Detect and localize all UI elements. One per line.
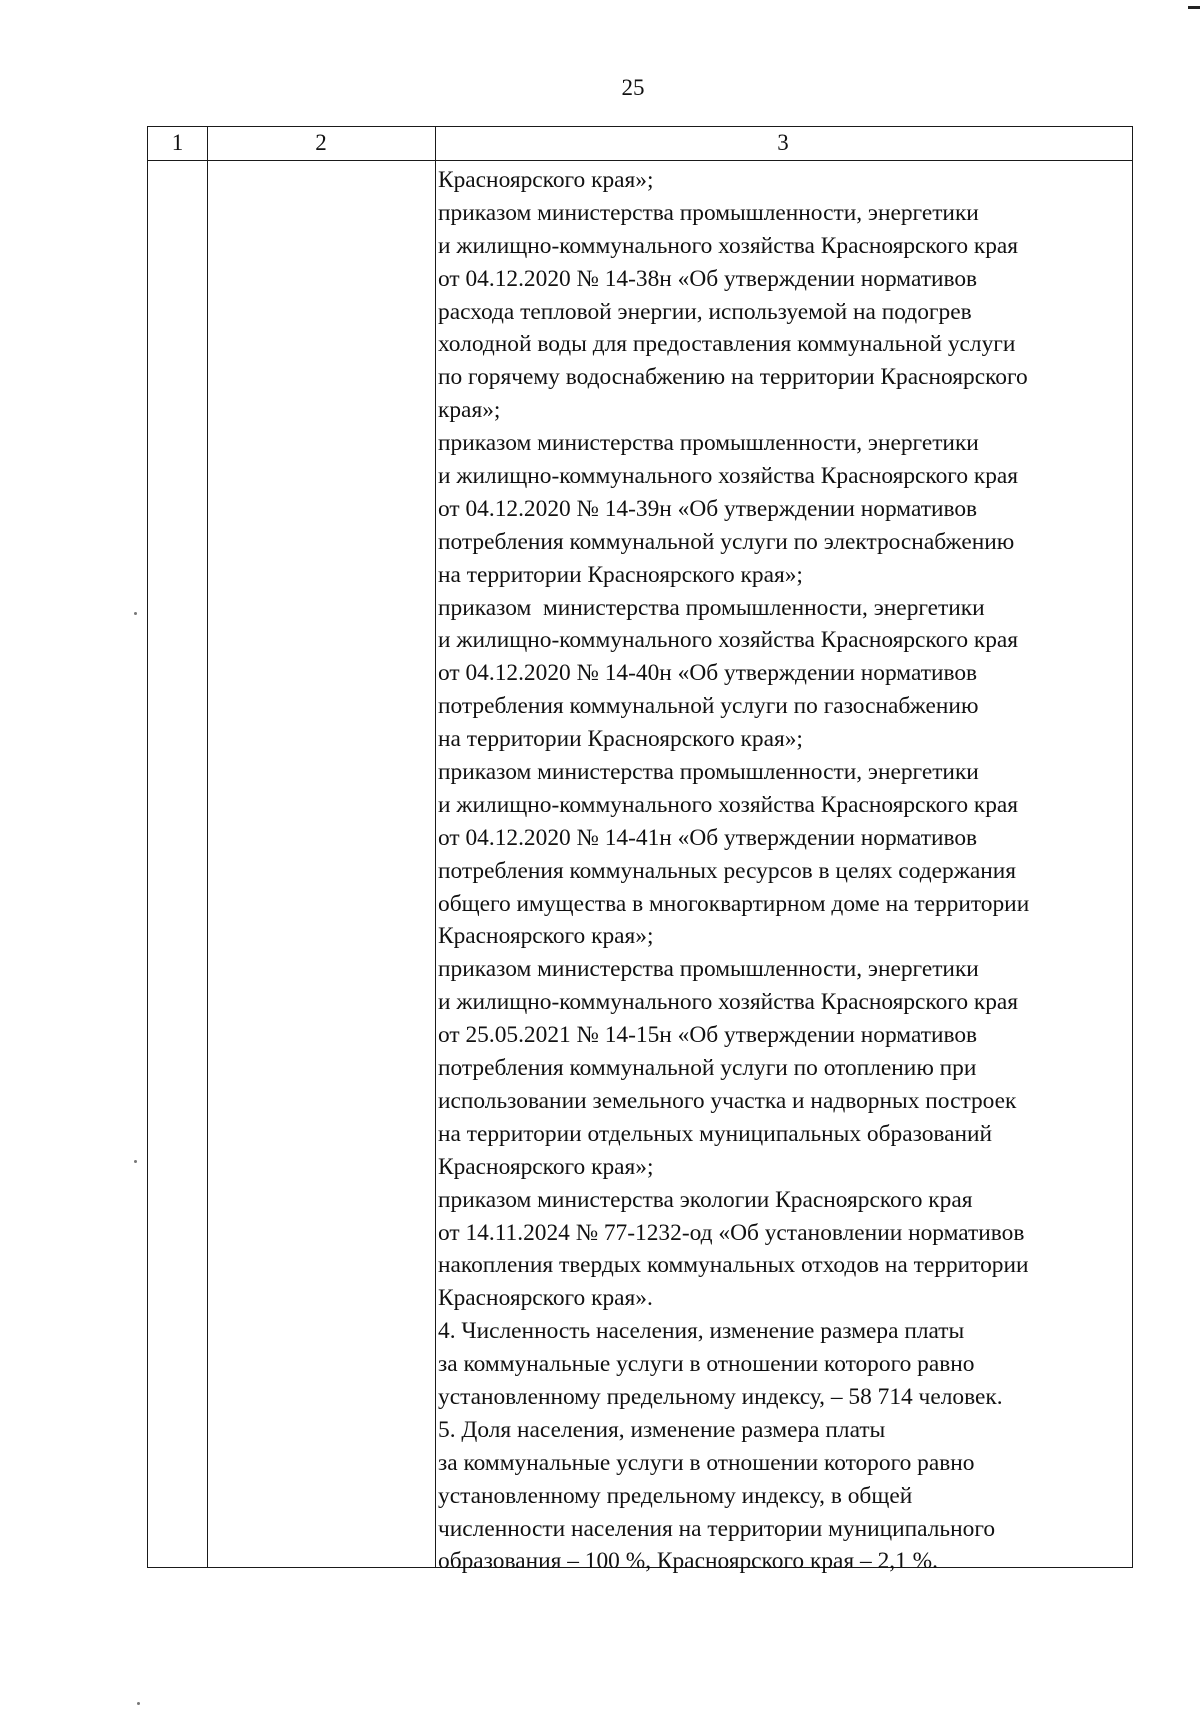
text-line: Красноярского края». [438, 1285, 653, 1312]
text-line: и жилищно-коммунального хозяйства Красноярского края [438, 627, 1019, 654]
text-line: и жилищно-коммунального хозяйства Красноярского края [438, 232, 1019, 259]
text-line: установленному предельному индексу, в общей [438, 1482, 913, 1509]
text-line: и жилищно-коммунального хозяйства Красноярского края [438, 791, 1019, 818]
scan-corner-mark [1188, 6, 1200, 9]
text-line: накопления твердых коммунальных отходов на территории [438, 1252, 1029, 1279]
text-line: потребления коммунальной услуги по электроснабжению [438, 528, 1015, 555]
header-cell-3: 3 [777, 130, 789, 155]
header-cell-1: 1 [171, 130, 184, 155]
scan-speck [134, 1160, 137, 1163]
text-line: 5. Доля населения, изменение размера платы [438, 1416, 886, 1443]
text-line: потребления коммунальных ресурсов в целях содержания [438, 857, 1017, 884]
text-line: от 04.12.2020 № 14-41н «Об утверждении нормативов [438, 824, 978, 851]
text-line: приказом министерства промышленности, энергетики [438, 199, 979, 226]
text-line: за коммунальные услуги в отношении которого равно [438, 1351, 975, 1378]
column-divider-2 [435, 127, 436, 1567]
text-line: края»; [438, 397, 501, 424]
text-line: общего имущества в многоквартирном доме на территории [438, 890, 1030, 917]
text-line: потребления коммунальной услуги по отоплению при [438, 1055, 977, 1082]
text-line: численности населения на территории муниципального [438, 1515, 996, 1542]
column-divider-1 [207, 127, 208, 1567]
text-line: и жилищно-коммунального хозяйства Красноярского края [438, 463, 1019, 490]
text-line: от 25.05.2021 № 14-15н «Об утверждении нормативов [438, 1022, 978, 1049]
text-line: на территории Красноярского края»; [438, 726, 803, 753]
text-line: по горячему водоснабжению на территории Красноярского [438, 364, 1028, 391]
text-line: и жилищно-коммунального хозяйства Красноярского края [438, 989, 1019, 1016]
text-line: от 04.12.2020 № 14-40н «Об утверждении нормативов [438, 660, 978, 687]
text-line: образования – 100 %, Красноярского края – 2,1 %. [438, 1548, 938, 1575]
page-number: 25 [621, 75, 645, 100]
column-3-text [438, 164, 1128, 1578]
text-line: приказом министерства промышленности, энергетики [438, 956, 979, 983]
text-line: расхода тепловой энергии, используемой на подогрев [438, 298, 972, 325]
text-line: приказом министерства промышленности, энергетики [438, 759, 979, 786]
text-line: Красноярского края»; [438, 167, 654, 193]
text-line: потребления коммунальной услуги по газоснабжению [438, 693, 979, 720]
text-line: на территории отдельных муниципальных образований [438, 1120, 993, 1147]
text-line: приказом министерства экологии Красноярского края [438, 1186, 973, 1213]
text-line: за коммунальные услуги в отношении которого равно [438, 1449, 975, 1476]
text-line: на территории Красноярского края»; [438, 561, 803, 588]
text-line: Красноярского края»; [438, 923, 654, 950]
text-line: приказом министерства промышленности, энергетики [438, 594, 985, 621]
text-line: от 04.12.2020 № 14-38н «Об утверждении нормативов [438, 265, 978, 292]
text-line: холодной воды для предоставления коммунальной услуги [438, 331, 1016, 358]
scan-speck [134, 612, 137, 615]
text-line: приказом министерства промышленности, энергетики [438, 430, 979, 457]
table-header-row [148, 127, 1132, 161]
text-line: от 14.11.2024 № 77-1232-од «Об установлении нормативов [438, 1219, 1025, 1246]
scan-speck [137, 1702, 140, 1705]
text-line: Красноярского края»; [438, 1153, 654, 1180]
header-cell-2: 2 [315, 130, 327, 155]
text-line: от 04.12.2020 № 14-39н «Об утверждении нормативов [438, 495, 978, 522]
text-line: использовании земельного участка и надворных построек [438, 1087, 1017, 1114]
document-table [147, 126, 1133, 1575]
text-line: 4. Численность населения, изменение размера платы [438, 1318, 965, 1345]
text-line: установленному предельному индексу, – 58 714 человек. [438, 1383, 1003, 1410]
